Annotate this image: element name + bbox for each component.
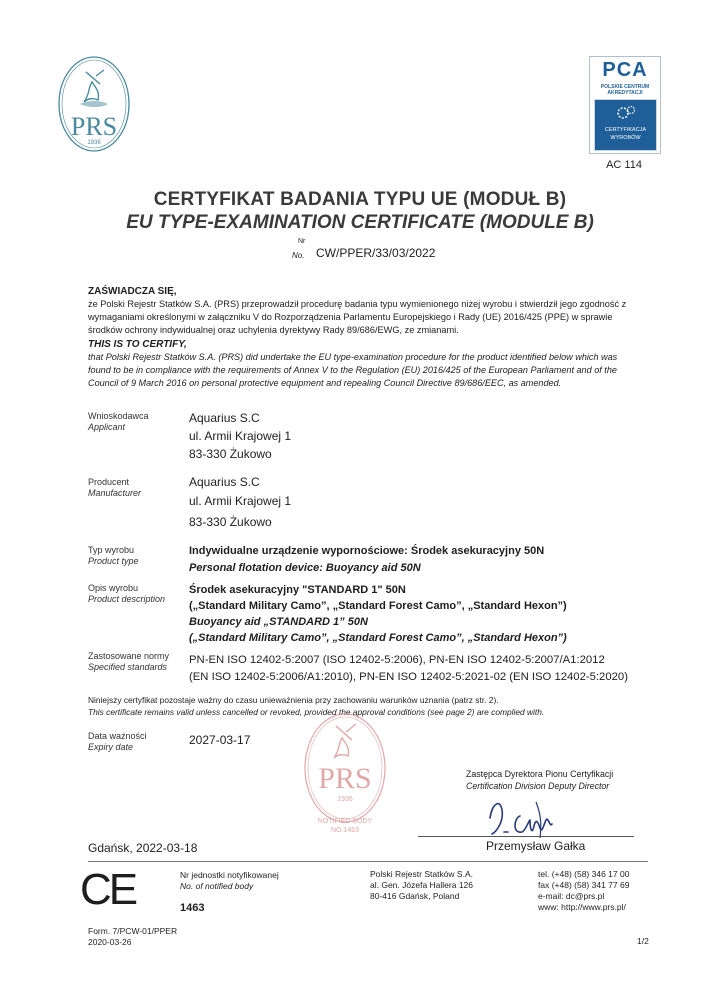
product-desc-label-en: Product description [88, 594, 166, 604]
page-number: 1/2 [637, 936, 649, 946]
gear-icon [615, 104, 637, 122]
org-contact [538, 869, 629, 913]
certify-pl-line3: środków ochrony indywidualnej oraz uchylenia dyrektywy Rady 89/686/EWG, ze zmianami. [88, 325, 459, 335]
certify-heading-pl: ZAŚWIADCZA SIĘ, [88, 286, 177, 297]
applicant-street: ul. Armii Krajowej 1 [189, 429, 292, 443]
certify-en-line2: found to be in compliance with the requirements of Annex V to the Regulation (EU) 2016/425 of the European Parliament and of the [88, 365, 617, 375]
manufacturer-label-en: Manufacturer [88, 488, 142, 498]
product-type-label-pl: Typ wyrobu [88, 545, 135, 555]
certify-heading-en: THIS IS TO CERTIFY, [88, 339, 187, 350]
certify-en-line3: Council of 9 March 2016 on personal protective equipment and repealing Council Directive 89/686/EEC, as amended. [88, 378, 562, 388]
certify-en-line1: that Polski Rejestr Statków S.A. (PRS) did undertake the EU type-examination procedure for the product identified below which was [88, 352, 618, 362]
contact-email: e-mail: dc@prs.pl [538, 891, 605, 901]
certify-statement-en [88, 338, 668, 390]
stamp-line2: NO.1463 [330, 827, 360, 834]
pca-logo [589, 56, 661, 154]
number-label-en: No. [292, 251, 305, 260]
form-code: Form. 7/PCW-01/PPER [88, 926, 178, 936]
contact-fax: fax (+48) (58) 341 77 69 [538, 880, 630, 890]
notified-body-label-pl: Nr jednostki notyfikowanej [180, 870, 279, 880]
expiry-value: 2027-03-17 [189, 733, 251, 747]
pca-certification-box [594, 99, 657, 151]
org-street: al. Gen. Józefa Hallera 126 [370, 880, 474, 890]
pca-cert-line2: WYROBÓW [610, 135, 641, 141]
prs-logo [56, 54, 132, 154]
product-desc-en-line2: („Standard Military Camo”, „Standard Forest Camo”, „Standard Hexon”) [189, 632, 567, 644]
pca-logo-text: PCA [602, 59, 648, 81]
org-address [370, 869, 473, 902]
manufacturer-street: ul. Armii Krajowej 1 [189, 494, 292, 508]
standards-label-pl: Zastosowane normy [88, 651, 170, 661]
contact-www: www: http://www.prs.pl/ [538, 902, 626, 912]
prs-stamp [290, 700, 400, 845]
form-date: 2020-03-26 [88, 937, 132, 947]
ce-mark: CE [80, 865, 136, 914]
form-info [88, 926, 177, 948]
certificate-title-pl: CERTYFIKAT BADANIA TYPU UE (MODUŁ B) [153, 189, 567, 210]
notified-body-number: 1463 [180, 902, 205, 914]
standards-line1: PN-EN ISO 12402-5:2007 (ISO 12402-5:2006), PN-EN ISO 12402-5:2007/A1:2012 [189, 654, 605, 666]
certify-pl-line2: wymaganiami określonymi w załączniku V do Rozporządzenia Parlamentu Europejskiego i Rady (UE) 2016/425 (PPE) w sprawie [88, 312, 613, 322]
manufacturer-label-pl: Producent [88, 477, 130, 487]
manufacturer-city: 83-330 Żukowo [189, 515, 272, 529]
stamp-line1: NOTIFIED BODY [317, 818, 373, 825]
standards-list [189, 652, 628, 686]
product-desc-en-line1: Buoyancy aid „STANDARD 1” 50N [189, 616, 368, 628]
applicant-label-en: Applicant [88, 422, 126, 432]
certify-pl-line1: że Polski Rejestr Statków S.A. (PRS) przeprowadził procedurę badania typu wymienionego niżej wyrobu i stwierdził jego zgodność z [88, 299, 627, 309]
certify-statement-pl [88, 285, 668, 337]
applicant-city: 83-330 Żukowo [189, 447, 272, 461]
signatory-name: Przemysław Gałka [486, 839, 586, 853]
product-desc-label-pl: Opis wyrobu [88, 583, 139, 593]
number-label-pl: Nr [298, 238, 306, 245]
prs-logo-text: PRS [70, 112, 118, 141]
contact-tel: tel. (+48) (58) 346 17 00 [538, 869, 630, 879]
applicant-label-pl: Wnioskodawca [88, 411, 149, 421]
standards-label-en: Specified standards [88, 662, 168, 672]
certificate-title-en: EU TYPE-EXAMINATION CERTIFICATE (MODULE B) [126, 212, 594, 233]
stamp-name: PRS [318, 762, 372, 795]
org-city: 80-416 Gdańsk, Poland [370, 891, 460, 901]
place-date: Gdańsk, 2022-03-18 [88, 841, 198, 855]
standards-line2: (EN ISO 12402-5:2006/A1:2010), PN-EN ISO 12402-5:2021-02 (EN ISO 12402-5:2020) [189, 671, 628, 683]
expiry-label-pl: Data ważności [88, 731, 147, 741]
signature-line [418, 836, 634, 837]
footer-divider [88, 861, 648, 862]
manufacturer-details [189, 473, 291, 531]
validity-en: This certificate remains valid unless cancelled or revoked, provided the approval conditions (see page 2) are complied with. [88, 707, 545, 717]
product-type-en: Personal flotation device: Buoyancy aid 50N [189, 562, 421, 574]
product-type-label-en: Product type [88, 556, 139, 566]
validity-pl: Niniejszy certyfikat pozostaje ważny do czasu unieważnienia przy zachowaniu warunków uznania (patrz str. 2). [88, 695, 499, 705]
pca-logo-line2: AKREDYTACJI [607, 90, 643, 96]
applicant-name: Aquarius S.C [189, 411, 260, 425]
product-type-pl: Indywidualne urządzenie wypornościowe: Środek asekuracyjny 50N [189, 545, 545, 557]
product-desc-pl-line2: („Standard Military Camo”, „Standard Forest Camo”, „Standard Hexon”) [189, 600, 567, 612]
org-name: Polski Rejestr Statków S.A. [370, 869, 473, 879]
certificate-number [290, 238, 490, 266]
product-desc-pl-line1: Środek asekuracyjny "STANDARD 1" 50N [189, 584, 406, 596]
product-desc [189, 582, 567, 646]
signatory-title-en: Certification Division Deputy Director [466, 781, 610, 791]
expiry-label-en: Expiry date [88, 742, 134, 752]
signatory-title-pl: Zastępca Dyrektora Pionu Certyfikacji [466, 769, 614, 779]
number-value: CW/PPER/33/03/2022 [316, 246, 436, 260]
notified-body-label-en: No. of notified body [180, 881, 254, 891]
pca-accreditation-code: AC 114 [606, 159, 642, 171]
prs-logo-year: 1936 [87, 140, 101, 146]
pca-logo-line1: POLSKIE CENTRUM [600, 84, 650, 90]
stamp-year: 1936 [337, 796, 353, 803]
pca-cert-line1: CERTYFIKACJA [604, 127, 647, 133]
manufacturer-name: Aquarius S.C [189, 475, 260, 489]
applicant-details [189, 409, 291, 463]
